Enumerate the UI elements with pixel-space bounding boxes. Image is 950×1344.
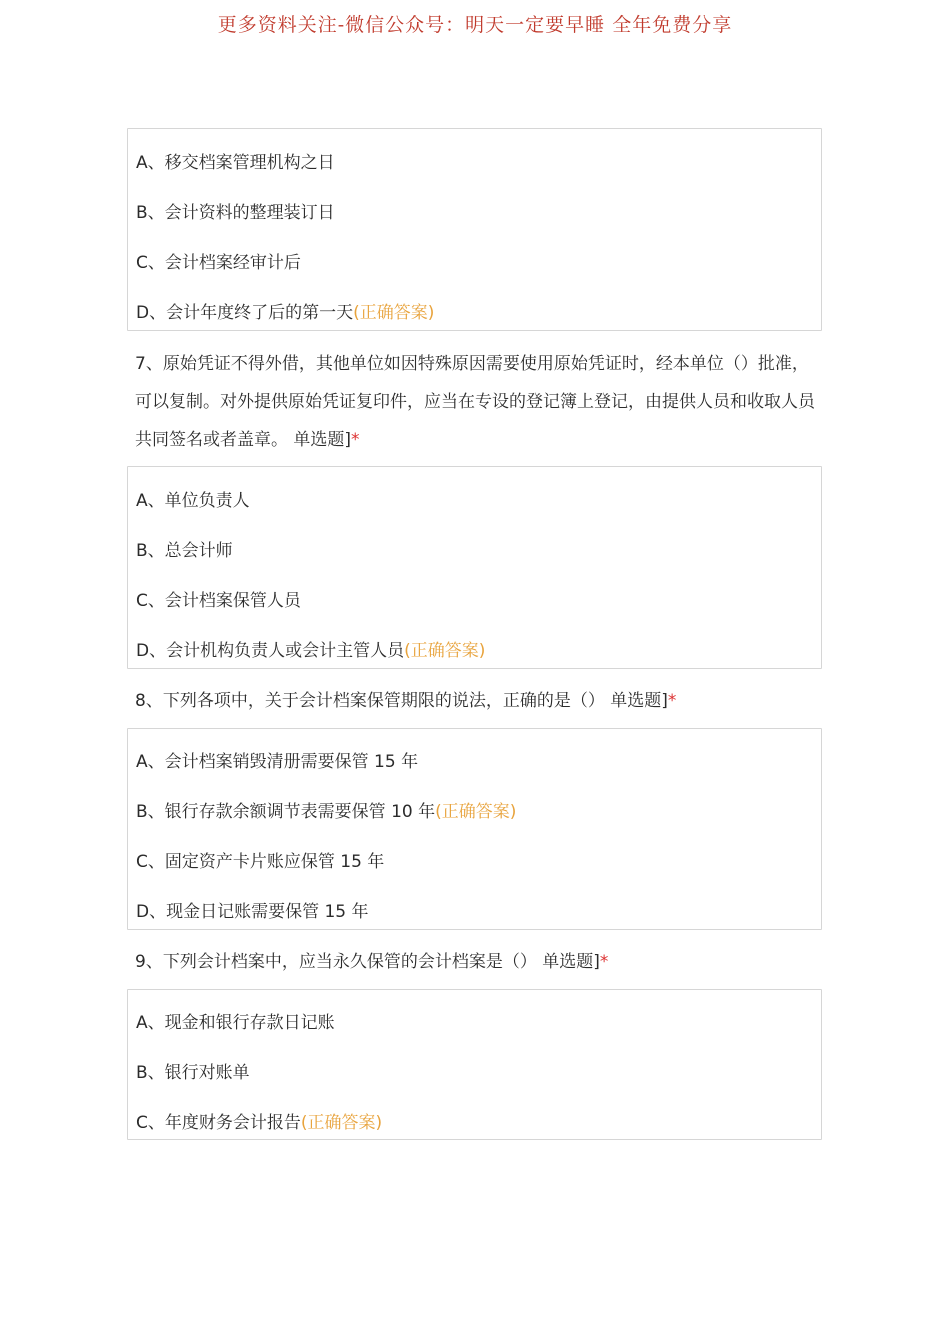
question-9: 9、下列会计档案中，应当永久保管的会计档案是（） 单选题]* bbox=[135, 952, 609, 972]
required-star: * bbox=[351, 430, 360, 450]
required-star: * bbox=[599, 952, 609, 972]
option-b[interactable]: B、总会计师 bbox=[136, 541, 233, 561]
options-box-q7 bbox=[127, 466, 822, 669]
correct-answer-tag: (正确答案) bbox=[404, 641, 486, 661]
option-c[interactable]: C、会计档案经审计后 bbox=[136, 253, 301, 273]
required-star: * bbox=[667, 691, 677, 711]
promo-banner: 更多资料关注-微信公众号：明天一定要早睡 全年免费分享 bbox=[217, 14, 733, 36]
option-a[interactable]: A、单位负责人 bbox=[136, 491, 250, 511]
correct-answer-tag: (正确答案) bbox=[300, 1113, 383, 1133]
option-c[interactable]: C、年度财务会计报告(正确答案) bbox=[136, 1113, 383, 1133]
options-box-q6 bbox=[127, 128, 822, 331]
correct-answer-tag: (正确答案) bbox=[435, 802, 517, 822]
correct-answer-tag: (正确答案) bbox=[353, 303, 435, 323]
option-b[interactable]: B、银行对账单 bbox=[136, 1063, 250, 1083]
option-a[interactable]: A、现金和银行存款日记账 bbox=[136, 1013, 335, 1033]
option-b[interactable]: B、银行存款余额调节表需要保管 10 年(正确答案) bbox=[136, 802, 517, 822]
option-b[interactable]: B、会计资料的整理装订日 bbox=[136, 203, 335, 223]
option-a[interactable]: A、移交档案管理机构之日 bbox=[136, 153, 335, 173]
question-7: 7、原始凭证不得外借，其他单位如因特殊原因需要使用原始凭证时，经本单位（）批准，可以复制。对外提供原始凭证复印件，应当在专设的登记簿上登记，由提供人员和收取人员共同签名或者盖章。 单选题]* bbox=[135, 354, 815, 450]
option-c[interactable]: C、固定资产卡片账应保管 15 年 bbox=[136, 852, 385, 872]
option-c[interactable]: C、会计档案保管人员 bbox=[136, 591, 301, 611]
options-box-q9 bbox=[127, 989, 822, 1140]
options-box-q8 bbox=[127, 728, 822, 930]
option-d[interactable]: D、会计机构负责人或会计主管人员(正确答案) bbox=[136, 641, 486, 661]
option-d[interactable]: D、会计年度终了后的第一天(正确答案) bbox=[136, 303, 435, 323]
question-8: 8、下列各项中，关于会计档案保管期限的说法，正确的是（） 单选题]* bbox=[135, 691, 677, 711]
option-a[interactable]: A、会计档案销毁清册需要保管 15 年 bbox=[136, 752, 419, 772]
option-d[interactable]: D、现金日记账需要保管 15 年 bbox=[136, 902, 369, 922]
